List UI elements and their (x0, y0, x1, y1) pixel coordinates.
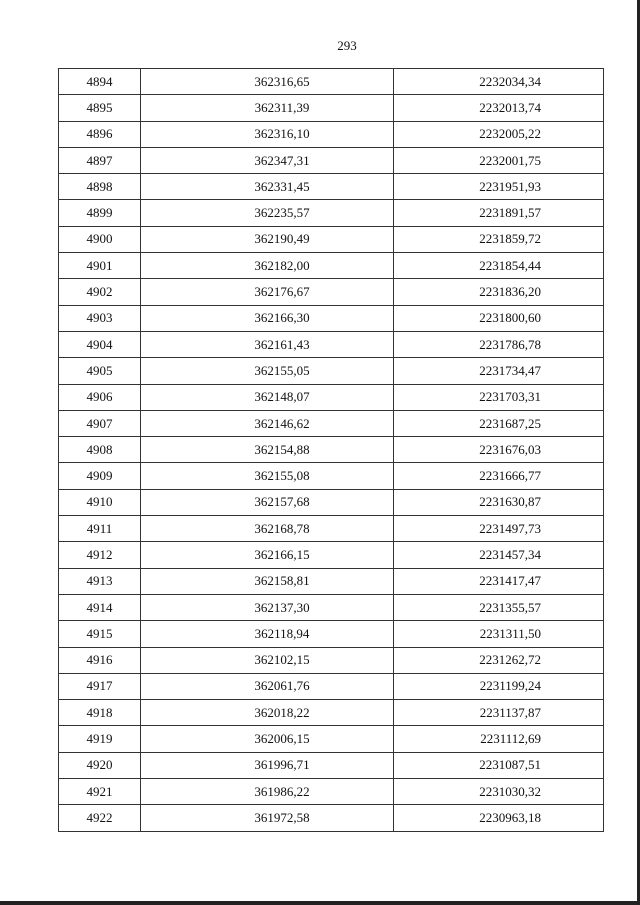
y-coordinate-cell: 2231030,32 (394, 779, 604, 805)
point-number-cell: 4901 (59, 253, 141, 279)
y-coordinate-cell: 2231891,57 (394, 200, 604, 226)
x-coordinate-cell: 362137,30 (141, 594, 394, 620)
y-coordinate-cell: 2231786,78 (394, 331, 604, 357)
table-row (59, 463, 604, 489)
y-coordinate-cell: 2232005,22 (394, 121, 604, 147)
point-number-cell: 4898 (59, 174, 141, 200)
coordinates-table (58, 68, 604, 832)
point-number-cell: 4895 (59, 95, 141, 121)
x-coordinate-cell: 362158,81 (141, 568, 394, 594)
y-coordinate-cell: 2231417,47 (394, 568, 604, 594)
table-row (59, 805, 604, 831)
x-coordinate-cell: 362235,57 (141, 200, 394, 226)
table-row (59, 331, 604, 357)
x-coordinate-cell: 362154,88 (141, 437, 394, 463)
table-row (59, 516, 604, 542)
point-number-cell: 4906 (59, 384, 141, 410)
y-coordinate-cell: 2231734,47 (394, 358, 604, 384)
table-body (59, 69, 604, 832)
x-coordinate-cell: 362061,76 (141, 673, 394, 699)
y-coordinate-cell: 2231800,60 (394, 305, 604, 331)
y-coordinate-cell: 2231199,24 (394, 673, 604, 699)
y-coordinate-cell: 2231457,34 (394, 542, 604, 568)
point-number-cell: 4910 (59, 489, 141, 515)
point-number-cell: 4912 (59, 542, 141, 568)
x-coordinate-cell: 362102,15 (141, 647, 394, 673)
x-coordinate-cell: 362190,49 (141, 226, 394, 252)
x-coordinate-cell: 361996,71 (141, 752, 394, 778)
point-number-cell: 4907 (59, 410, 141, 436)
point-number-cell: 4899 (59, 200, 141, 226)
table-row (59, 568, 604, 594)
x-coordinate-cell: 362006,15 (141, 726, 394, 752)
point-number-cell: 4915 (59, 621, 141, 647)
point-number-cell: 4914 (59, 594, 141, 620)
point-number-cell: 4917 (59, 673, 141, 699)
y-coordinate-cell: 2231951,93 (394, 174, 604, 200)
point-number-cell: 4909 (59, 463, 141, 489)
point-number-cell: 4896 (59, 121, 141, 147)
y-coordinate-cell: 2231087,51 (394, 752, 604, 778)
x-coordinate-cell: 362168,78 (141, 516, 394, 542)
point-number-cell: 4916 (59, 647, 141, 673)
table-row (59, 279, 604, 305)
point-number-cell: 4902 (59, 279, 141, 305)
x-coordinate-cell: 362146,62 (141, 410, 394, 436)
table-row (59, 647, 604, 673)
point-number-cell: 4908 (59, 437, 141, 463)
table-row (59, 226, 604, 252)
point-number-cell: 4900 (59, 226, 141, 252)
point-number-cell: 4919 (59, 726, 141, 752)
table-row (59, 673, 604, 699)
point-number-cell: 4913 (59, 568, 141, 594)
y-coordinate-cell: 2231497,73 (394, 516, 604, 542)
y-coordinate-cell: 2232034,34 (394, 69, 604, 95)
y-coordinate-cell: 2231836,20 (394, 279, 604, 305)
x-coordinate-cell: 362316,65 (141, 69, 394, 95)
x-coordinate-cell: 362155,08 (141, 463, 394, 489)
y-coordinate-cell: 2231355,57 (394, 594, 604, 620)
x-coordinate-cell: 362176,67 (141, 279, 394, 305)
page-number: 293 (337, 38, 357, 53)
table-row (59, 410, 604, 436)
y-coordinate-cell: 2231666,77 (394, 463, 604, 489)
x-coordinate-cell: 361986,22 (141, 779, 394, 805)
point-number-cell: 4918 (59, 700, 141, 726)
point-number-cell: 4903 (59, 305, 141, 331)
y-coordinate-cell: 2231137,87 (394, 700, 604, 726)
y-coordinate-cell: 2231112,69 (394, 726, 604, 752)
y-coordinate-cell: 2231703,31 (394, 384, 604, 410)
table-row (59, 174, 604, 200)
x-coordinate-cell: 362182,00 (141, 253, 394, 279)
table-row (59, 358, 604, 384)
table-row (59, 69, 604, 95)
table-row (59, 779, 604, 805)
point-number-cell: 4921 (59, 779, 141, 805)
table-row (59, 542, 604, 568)
y-coordinate-cell: 2231854,44 (394, 253, 604, 279)
x-coordinate-cell: 362311,39 (141, 95, 394, 121)
table-row (59, 489, 604, 515)
x-coordinate-cell: 362316,10 (141, 121, 394, 147)
table-row (59, 594, 604, 620)
table-row (59, 726, 604, 752)
table-row (59, 305, 604, 331)
y-coordinate-cell: 2231859,72 (394, 226, 604, 252)
y-coordinate-cell: 2231262,72 (394, 647, 604, 673)
x-coordinate-cell: 362166,15 (141, 542, 394, 568)
y-coordinate-cell: 2232001,75 (394, 147, 604, 173)
table-row (59, 621, 604, 647)
y-coordinate-cell: 2232013,74 (394, 95, 604, 121)
point-number-cell: 4922 (59, 805, 141, 831)
y-coordinate-cell: 2231687,25 (394, 410, 604, 436)
y-coordinate-cell: 2231676,03 (394, 437, 604, 463)
point-number-cell: 4911 (59, 516, 141, 542)
point-number-cell: 4904 (59, 331, 141, 357)
x-coordinate-cell: 362157,68 (141, 489, 394, 515)
table-row (59, 700, 604, 726)
x-coordinate-cell: 362018,22 (141, 700, 394, 726)
x-coordinate-cell: 362161,43 (141, 331, 394, 357)
table-row (59, 384, 604, 410)
point-number-cell: 4905 (59, 358, 141, 384)
y-coordinate-cell: 2231630,87 (394, 489, 604, 515)
table-row (59, 437, 604, 463)
x-coordinate-cell: 361972,58 (141, 805, 394, 831)
table-row (59, 95, 604, 121)
point-number-cell: 4920 (59, 752, 141, 778)
x-coordinate-cell: 362166,30 (141, 305, 394, 331)
x-coordinate-cell: 362148,07 (141, 384, 394, 410)
table-row (59, 253, 604, 279)
scan-edge-bottom (0, 901, 640, 905)
y-coordinate-cell: 2230963,18 (394, 805, 604, 831)
y-coordinate-cell: 2231311,50 (394, 621, 604, 647)
table-row (59, 147, 604, 173)
point-number-cell: 4894 (59, 69, 141, 95)
x-coordinate-cell: 362155,05 (141, 358, 394, 384)
table-row (59, 121, 604, 147)
x-coordinate-cell: 362118,94 (141, 621, 394, 647)
x-coordinate-cell: 362347,31 (141, 147, 394, 173)
x-coordinate-cell: 362331,45 (141, 174, 394, 200)
table-row (59, 200, 604, 226)
point-number-cell: 4897 (59, 147, 141, 173)
table-row (59, 752, 604, 778)
